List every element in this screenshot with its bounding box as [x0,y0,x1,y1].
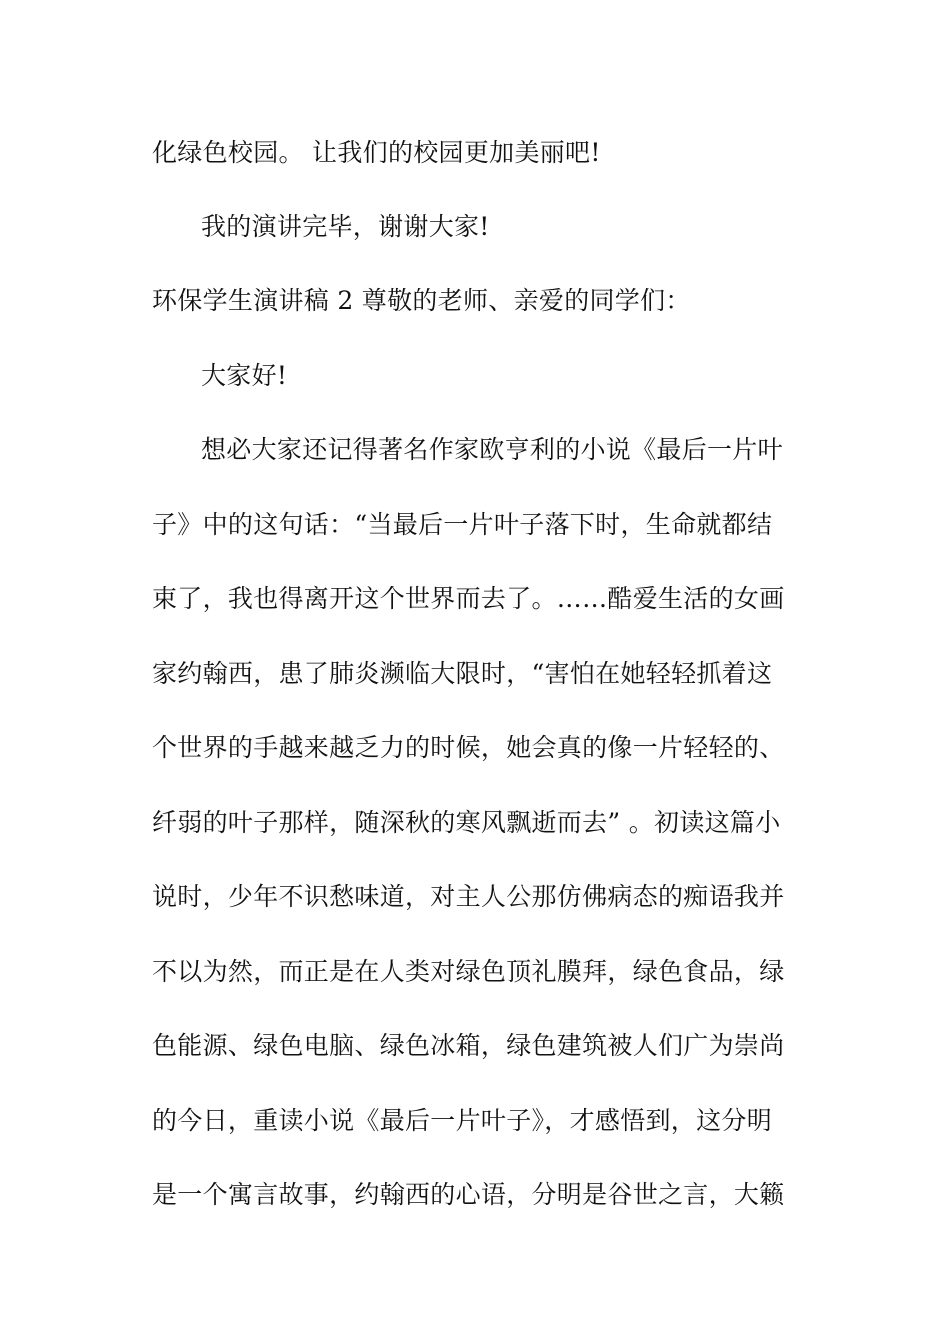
text-line: 色能源、绿色电脑、绿色冰箱，绿色建筑被人们广为崇尚 [152,1031,785,1060]
text-line: 不以为然，而正是在人类对绿色顶礼膜拜，绿色食品，绿 [152,957,785,986]
text-line: 子》中的这句话：“当最后一片叶子落下时，生命就都结 [152,510,773,539]
text-line: 个世界的手越来越乏力的时候，她会真的像一片轻轻的、 [152,733,785,762]
text-line: 环保学生演讲稿 2 尊敬的老师、亲爱的同学们： [152,286,691,315]
text-line: 是一个寓言故事，约翰西的心语，分明是谷世之言，大籁 [152,1180,785,1209]
text-line: 我的演讲完毕，谢谢大家! [201,212,490,241]
text-line: 家约翰西，患了肺炎濒临大限时，“害怕在她轻轻抓着这 [152,659,773,688]
text-line: 说时，少年不识愁味道，对主人公那仿佛病态的痴语我并 [152,882,785,911]
text-line: 化绿色校园。 让我们的校园更加美丽吧! [152,138,601,167]
text-line: 想必大家还记得著名作家欧亨利的小说《最后一片叶 [201,435,783,464]
text-line: 束了，我也得离开这个世界而去了。……酷爱生活的女画 [152,584,785,613]
text-line: 的今日，重读小说《最后一片叶子》，才感悟到，这分明 [152,1106,773,1135]
text-line: 大家好! [201,361,288,390]
text-line: 纤弱的叶子那样，随深秋的寒风飘逝而去” 。初读这篇小 [152,808,781,837]
